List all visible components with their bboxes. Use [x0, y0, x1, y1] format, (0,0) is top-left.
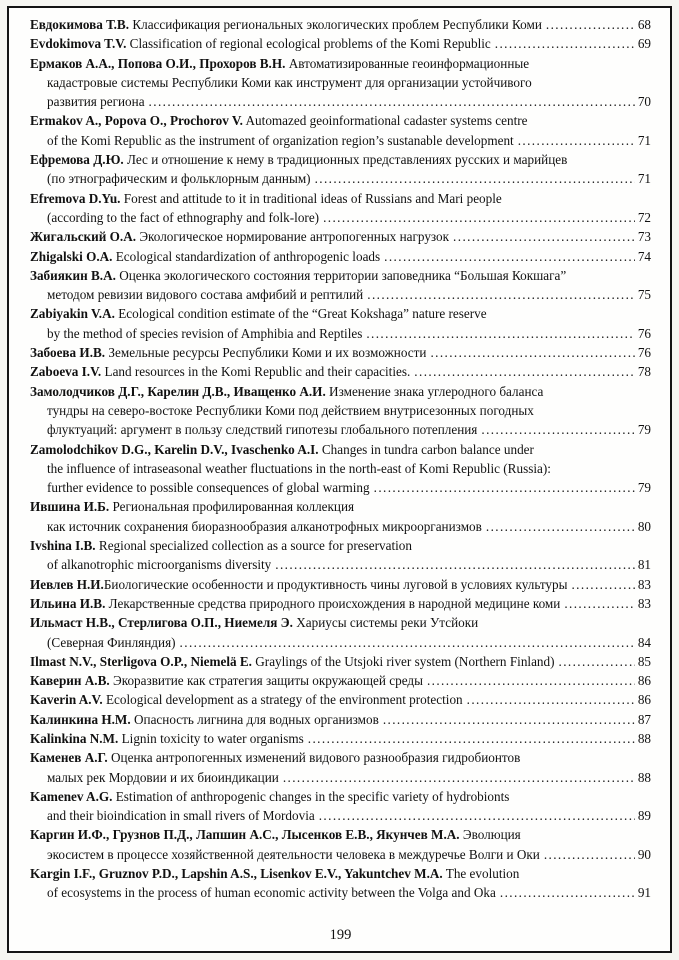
toc-entry-line [30, 497, 651, 516]
entry-text: Каверин А.В. Экоразвитие как стратегия защиты окружающей среды [30, 673, 423, 689]
toc-entry-line [30, 266, 651, 285]
dot-leader [149, 92, 635, 111]
entry-author: Zabiyakin V.A. [30, 306, 115, 322]
entry-text: Евдокимова Т.В. Классификация региональных экологических проблем Республики Коми [30, 17, 542, 32]
entry-author: Ившина И.Б. [30, 499, 110, 515]
toc-entry [30, 710, 651, 729]
toc-entry [30, 343, 651, 362]
dot-leader [495, 34, 635, 53]
toc-entry-line [30, 652, 651, 671]
entry-text: of the Komi Republic as the instrument of organization region’s sustanable development [47, 132, 514, 148]
toc-entry-line [30, 150, 651, 169]
entry-text: методом ревизии видового состава амфибий и рептилий [47, 287, 364, 303]
dot-leader [453, 227, 635, 246]
entry-page-number: 89 [637, 808, 651, 824]
dot-leader [559, 652, 635, 671]
entry-author: Замолодчиков Д.Г., Карелин Д.В., Иващенко А.И. [30, 383, 326, 399]
entry-text: Kalinkina N.M. Lignin toxicity to water organisms [30, 730, 304, 746]
toc-entry-line [30, 633, 651, 652]
entry-page-number: 73 [637, 229, 651, 245]
entry-text: Жигальский О.А. Экологическое нормирование антропогенных нагрузок [30, 229, 450, 245]
toc-entry-line [30, 555, 651, 574]
toc-entry-line [30, 189, 651, 208]
entry-author: Kaverin A.V. [30, 692, 103, 708]
dot-leader [500, 883, 635, 902]
toc-entry-line [30, 748, 651, 767]
entry-text: Zabiyakin V.A. Ecological condition estimate of the “Great Kokshaga” nature reserve [30, 306, 487, 322]
dot-leader [180, 633, 635, 652]
toc-entry-line [30, 73, 651, 92]
footer-page-number: 199 [329, 927, 352, 943]
entry-text: Ившина И.Б. Региональная профилированная коллекция [30, 499, 355, 515]
dot-leader [275, 555, 635, 574]
dot-leader [323, 208, 635, 227]
entry-author: Efremova D.Yu. [30, 190, 121, 206]
toc-entry-line [30, 420, 651, 439]
entry-page-number: 72 [637, 209, 651, 225]
dot-leader [374, 478, 635, 497]
entry-text: Kargin I.F., Gruznov P.D., Lapshin A.S., Lisenkov E.V., Yakuntchev M.A. The evolution [30, 866, 520, 882]
page-scan-frame [7, 6, 672, 953]
toc-entry-line [30, 594, 651, 613]
entry-text: Ivshina I.B. Regional specialized collection as a source for preservation [30, 538, 412, 554]
toc-entry [30, 227, 651, 246]
entry-page-number: 79 [637, 480, 651, 496]
entry-page-number: 70 [637, 94, 651, 110]
toc-entry-line [30, 690, 651, 709]
entry-text: Ильмаст Н.В., Стерлигова О.П., Ниемеля Э. Хариусы системы реки Утсйоки [30, 615, 479, 631]
dot-leader [367, 285, 635, 304]
dot-leader [308, 729, 635, 748]
toc-entry-line [30, 864, 651, 883]
toc-entry-line [30, 34, 651, 53]
toc-entry-line [30, 247, 651, 266]
entry-author: Ilmast N.V., Sterligova O.P., Niemelä E. [30, 653, 252, 669]
entry-text: Замолодчиков Д.Г., Карелин Д.В., Иващенко А.И. Изменение знака углеродного баланса [30, 383, 544, 399]
dot-leader [481, 420, 634, 439]
toc-entry-line [30, 710, 651, 729]
toc-entry-line [30, 768, 651, 787]
entry-text: of alkanotrophic microorganisms diversity [47, 557, 272, 573]
entry-page-number: 81 [637, 557, 651, 573]
entry-text: by the method of species revision of Amphibia and Reptiles [47, 325, 363, 341]
toc-entry-line [30, 169, 651, 188]
dot-leader [366, 324, 634, 343]
entry-page-number: 68 [637, 17, 651, 32]
entry-text: малых рек Мордовии и их биоиндикации [47, 769, 279, 785]
entry-text: Ильина И.В. Лекарственные средства природного происхождения в народной медицине коми [30, 595, 561, 611]
entry-text: Ermakov A., Popova O., Prochorov V. Automazed geoinformational cadaster systems centre [30, 113, 528, 129]
toc-entry-line [30, 131, 651, 150]
entry-author: Ильина И.В. [30, 595, 106, 611]
entry-page-number: 79 [637, 422, 651, 438]
entry-text: Каргин И.Ф., Грузнов П.Д., Лапшин А.С., Лысенков Е.В., Якунчев М.А. Эволюция [30, 827, 521, 843]
toc-entry-line [30, 613, 651, 632]
entry-page-number: 86 [637, 673, 651, 689]
entry-author: Kargin I.F., Gruznov P.D., Lapshin A.S., Lisenkov E.V., Yakuntchev M.A. [30, 866, 443, 882]
entry-text: Забиякин В.А. Оценка экологического состояния территории заповедника “Большая Кокшага” [30, 267, 567, 283]
toc-entry [30, 536, 651, 575]
entry-page-number: 88 [637, 730, 651, 746]
entry-text: как источник сохранения биоразнообразия алканотрофных микроорганизмов [47, 518, 482, 534]
dot-leader [546, 15, 635, 34]
entry-page-number: 87 [637, 711, 651, 727]
toc-entry-line [30, 227, 651, 246]
toc-entry [30, 787, 651, 826]
entry-page-number: 86 [637, 692, 651, 708]
entry-author: Evdokimova T.V. [30, 36, 127, 52]
entry-text: Забоева И.В. Земельные ресурсы Республики Коми и их возможности [30, 345, 427, 361]
toc-entry [30, 440, 651, 498]
dot-leader [283, 768, 635, 787]
entry-page-number: 83 [637, 576, 651, 592]
toc-entry-line [30, 536, 651, 555]
entry-author: Евдокимова Т.В. [30, 17, 130, 32]
toc-entry-line [30, 478, 651, 497]
entry-author: Забоева И.В. [30, 345, 106, 361]
toc-entry [30, 362, 651, 381]
toc-entry [30, 729, 651, 748]
toc-entry-line [30, 787, 651, 806]
entry-text: Zhigalski O.A. Ecological standardization of anthropogenic loads [30, 248, 381, 264]
entry-author: Kamenev A.G. [30, 788, 113, 804]
entry-page-number: 91 [637, 885, 651, 901]
entry-page-number: 71 [637, 132, 651, 148]
toc-entries [30, 15, 651, 920]
entry-page-number: 76 [637, 325, 651, 341]
entry-text: Efremova D.Yu. Forest and attitude to it in traditional ideas of Russians and Mari people [30, 190, 502, 206]
dot-leader [319, 806, 635, 825]
entry-page-number: 85 [637, 653, 651, 669]
entry-author: Ivshina I.B. [30, 538, 96, 554]
toc-entry [30, 825, 651, 864]
dot-leader [467, 690, 635, 709]
toc-entry-line [30, 382, 651, 401]
entry-text: (по этнографическим и фольклорным данным) [47, 171, 311, 187]
entry-author: Жигальский О.А. [30, 229, 137, 245]
entry-text: Kamenev A.G. Estimation of anthropogenic changes in the specific variety of hydrobionts [30, 788, 510, 804]
toc-entry-line [30, 15, 651, 34]
entry-author: Kalinkina N.M. [30, 730, 119, 746]
entry-author: Zaboeva I.V. [30, 364, 102, 380]
entry-page-number: 80 [637, 518, 651, 534]
dot-leader [544, 845, 635, 864]
entry-page-number: 69 [637, 36, 651, 52]
dot-leader [486, 517, 635, 536]
entry-text: Каменев А.Г. Оценка антропогенных изменений видового разнообразия гидробионтов [30, 750, 521, 766]
toc-entry-line [30, 324, 651, 343]
dot-leader [414, 362, 635, 381]
toc-entry [30, 382, 651, 440]
entry-page-number: 88 [637, 769, 651, 785]
toc-entry [30, 594, 651, 613]
toc-entry [30, 613, 651, 652]
toc-entry-line [30, 440, 651, 459]
entry-author: Каменев А.Г. [30, 750, 108, 766]
entry-text: развития региона [47, 94, 145, 110]
toc-entry-line [30, 401, 651, 420]
entry-author: Zamolodchikov D.G., Karelin D.V., Ivaschenko A.I. [30, 441, 319, 457]
entry-text: Иевлев Н.И.Биологические особенности и продуктивность чины луговой в условиях культуры [30, 576, 568, 592]
toc-entry-line [30, 845, 651, 864]
entry-page-number: 76 [637, 345, 651, 361]
toc-entry [30, 864, 651, 903]
entry-text: and their bioindication in small rivers of Mordovia [47, 808, 315, 824]
entry-author: Каверин А.В. [30, 673, 110, 689]
entry-text: Kaverin A.V. Ecological development as a strategy of the environment protection [30, 692, 463, 708]
entry-page-number: 84 [637, 634, 651, 650]
toc-entry-line [30, 362, 651, 381]
entry-author: Zhigalski O.A. [30, 248, 113, 264]
page-content [30, 15, 651, 947]
entry-author: Ефремова Д.Ю. [30, 152, 124, 168]
toc-entry-line [30, 54, 651, 73]
dot-leader [518, 131, 635, 150]
entry-text: Ермаков А.А., Попова О.И., Прохоров В.Н. Автоматизированные геоинформационные [30, 55, 530, 71]
entry-page-number: 83 [637, 595, 651, 611]
entry-text: (Северная Финляндия) [47, 634, 176, 650]
dot-leader [315, 169, 635, 188]
dot-leader [571, 575, 634, 594]
entry-page-number: 90 [637, 846, 651, 862]
toc-entry [30, 247, 651, 266]
toc-entry-line [30, 806, 651, 825]
toc-entry-line [30, 883, 651, 902]
entry-author: Калинкина Н.М. [30, 711, 131, 727]
entry-author: Каргин И.Ф., Грузнов П.Д., Лапшин А.С., Лысенков Е.В., Якунчев М.А. [30, 827, 460, 843]
toc-entry-line [30, 111, 651, 130]
entry-text: Ефремова Д.Ю. Лес и отношение к нему в традиционных представлениях русских и марийцев [30, 152, 568, 168]
dot-leader [430, 343, 634, 362]
toc-entry [30, 748, 651, 787]
toc-entry [30, 150, 651, 189]
entry-author: Ильмаст Н.В., Стерлигова О.П., Ниемеля Э. [30, 615, 293, 631]
entry-text: Калинкина Н.М. Опасность лигнина для водных организмов [30, 711, 379, 727]
toc-entry [30, 575, 651, 594]
toc-entry [30, 497, 651, 536]
entry-text: флуктуаций: аргумент в пользу следствий гипотезы глобального потепления [47, 422, 478, 438]
dot-leader [384, 247, 635, 266]
toc-entry [30, 15, 651, 34]
entry-text: Ilmast N.V., Sterligova O.P., Niemelä E. Graylings of the Utsjoki river system (Northern Finland) [30, 653, 555, 669]
entry-author: Ermakov A., Popova O., Prochorov V. [30, 113, 243, 129]
toc-entry [30, 111, 651, 150]
toc-entry-line [30, 285, 651, 304]
toc-entry-line [30, 208, 651, 227]
toc-entry [30, 671, 651, 690]
toc-entry-line [30, 459, 651, 478]
entry-text: of ecosystems in the process of human economic activity between the Volga and Oka [47, 885, 496, 901]
dot-leader [427, 671, 635, 690]
entry-author: Иевлев Н.И. [30, 576, 104, 592]
entry-text: Zamolodchikov D.G., Karelin D.V., Ivaschenko A.I. Changes in tundra carbon balance under [30, 441, 534, 457]
toc-entry-line [30, 671, 651, 690]
toc-entry-line [30, 729, 651, 748]
toc-entry-line [30, 825, 651, 844]
entry-page-number: 78 [637, 364, 651, 380]
toc-entry-line [30, 575, 651, 594]
dot-leader [564, 594, 634, 613]
toc-entry [30, 34, 651, 53]
entry-text: экосистем в процессе хозяйственной деятельности человека в междуречье Волги и Оки [47, 846, 540, 862]
dot-leader [383, 710, 635, 729]
entry-text: Zaboeva I.V. Land resources in the Komi Republic and their capacities. [30, 364, 411, 380]
toc-entry [30, 304, 651, 343]
entry-text: Evdokimova T.V. Classification of regional ecological problems of the Komi Republic [30, 36, 491, 52]
toc-entry [30, 652, 651, 671]
entry-text: further evidence to possible consequences of global warming [47, 480, 370, 496]
toc-entry [30, 266, 651, 305]
toc-entry-line [30, 304, 651, 323]
entry-text: кадастровые системы Республики Коми как инструмент для организации устойчивого [47, 74, 532, 90]
toc-entry-line [30, 92, 651, 111]
toc-entry-line [30, 517, 651, 536]
toc-entry-line [30, 343, 651, 362]
toc-entry [30, 54, 651, 112]
entry-text: the influence of intraseasonal weather fluctuations in the north-east of Komi Republic (Russia): [47, 460, 551, 476]
entry-author: Ермаков А.А., Попова О.И., Прохоров В.Н. [30, 55, 286, 71]
entry-page-number: 71 [637, 171, 651, 187]
entry-author: Забиякин В.А. [30, 267, 116, 283]
entry-text: тундры на северо-востоке Республики Коми под действием внутрисезонных погодных [47, 402, 534, 418]
entry-text: (according to the fact of ethnography and folk-lore) [47, 209, 320, 225]
entry-page-number: 74 [637, 248, 651, 264]
toc-entry [30, 189, 651, 228]
toc-entry [30, 690, 651, 709]
entry-page-number: 75 [637, 287, 651, 303]
